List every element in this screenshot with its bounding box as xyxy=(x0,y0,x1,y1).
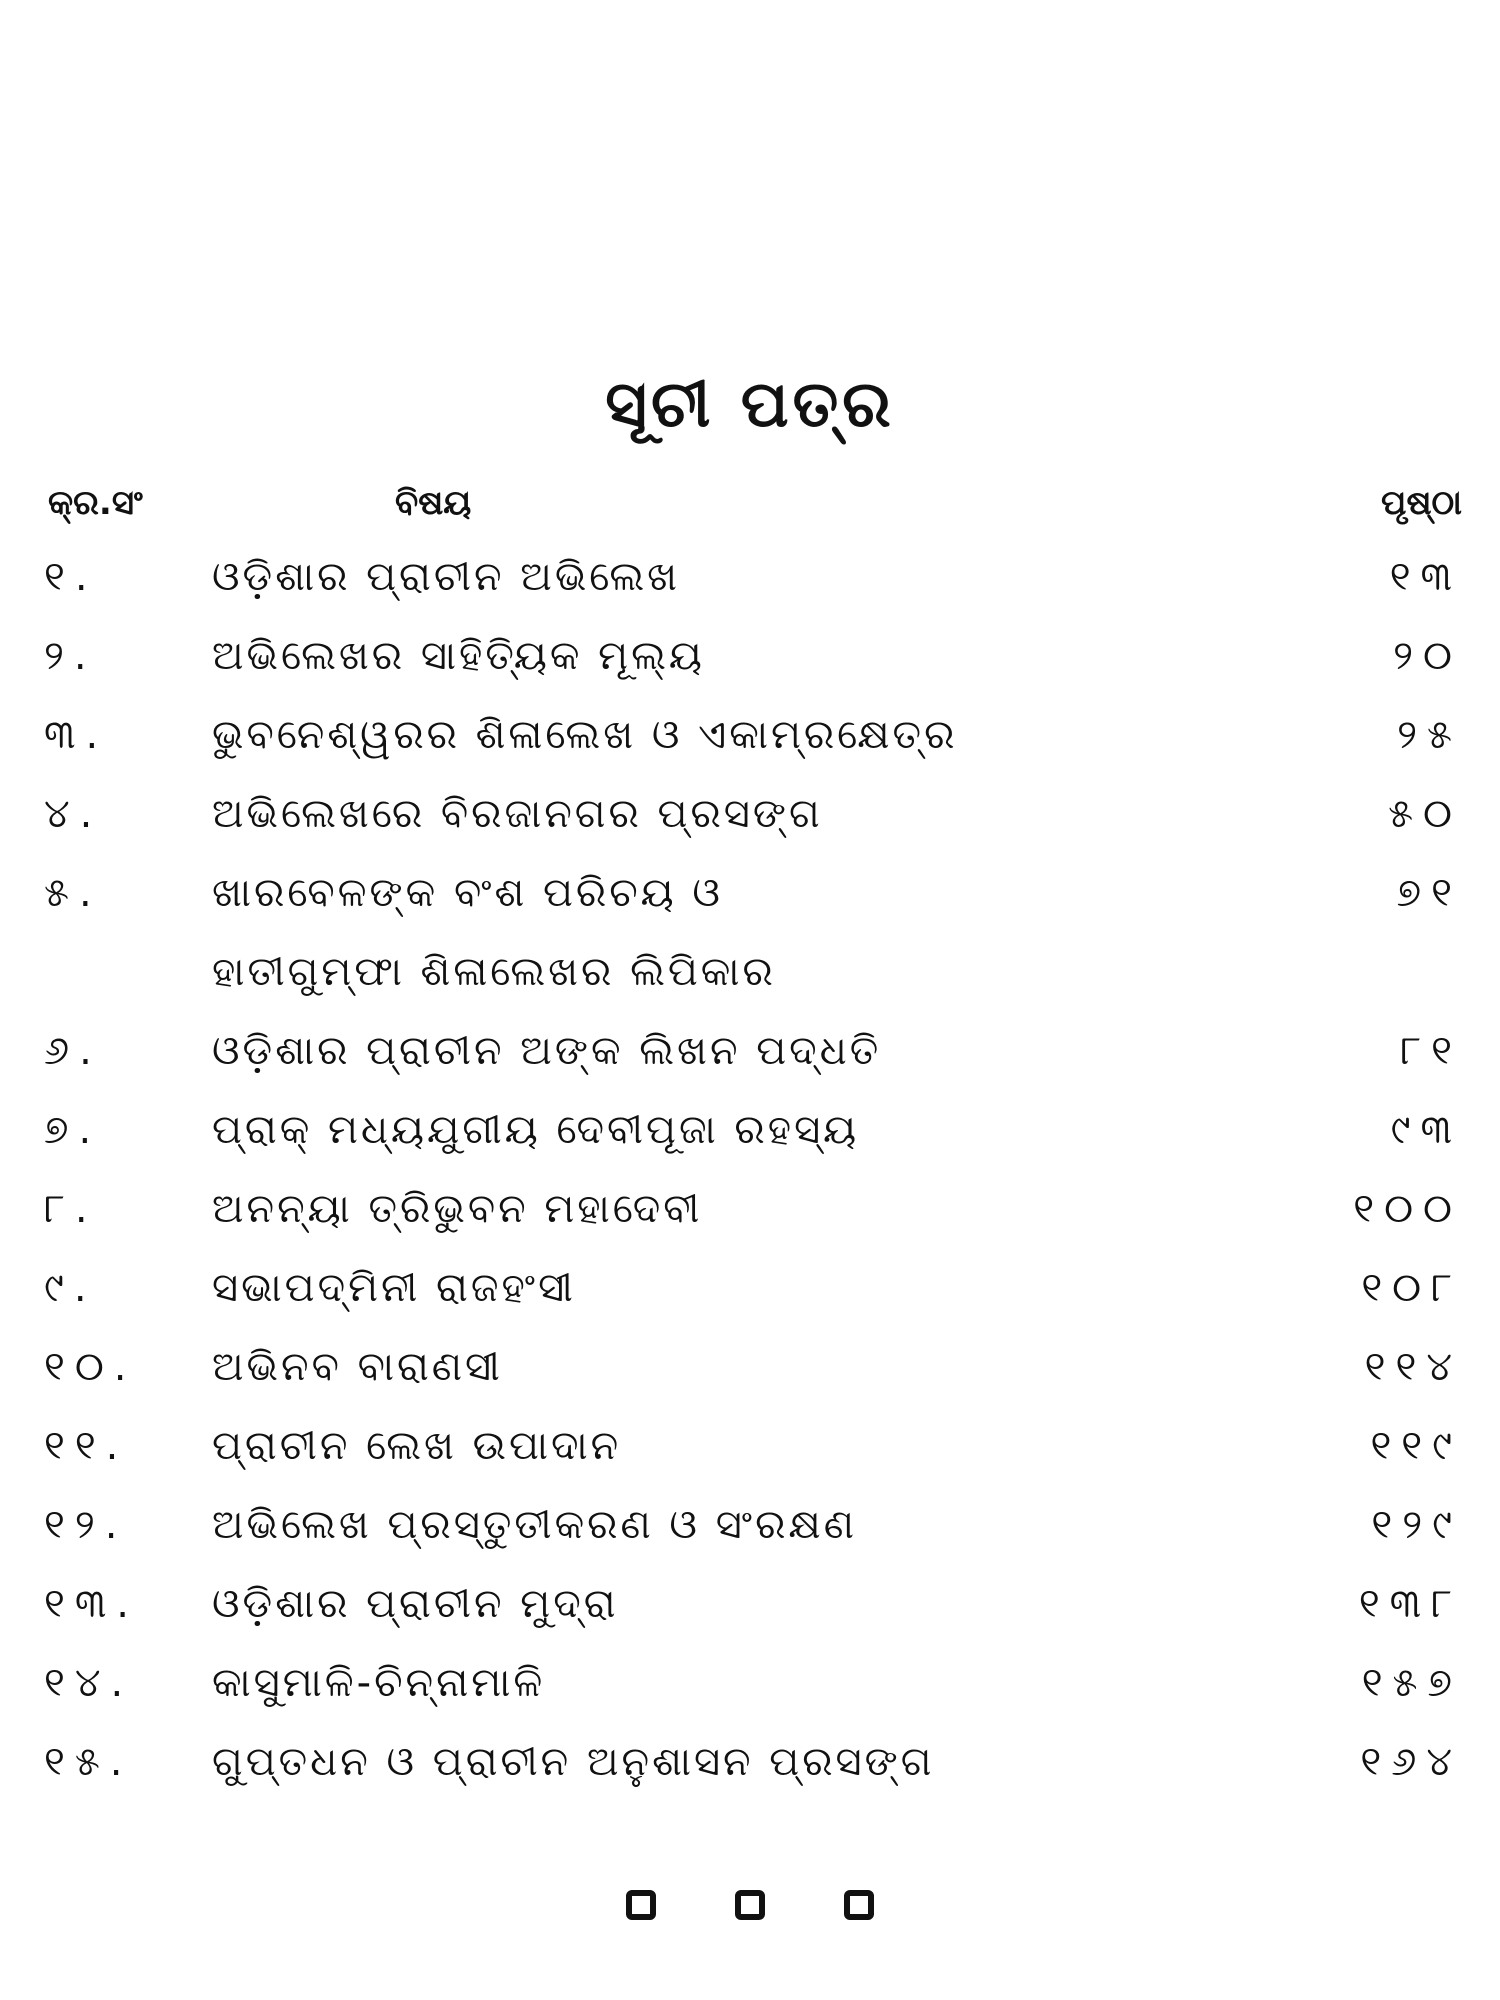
toc-serial: ୧୦. xyxy=(44,1344,137,1390)
toc-serial: ୧୨. xyxy=(44,1502,128,1548)
toc-serial: ୯. xyxy=(44,1265,97,1311)
toc-page-number: ୧୬୪ xyxy=(1360,1739,1462,1785)
toc-page-number: ୧୩୮ xyxy=(1358,1581,1462,1627)
toc-page-number: ୧୫୭ xyxy=(1361,1660,1462,1706)
toc-row xyxy=(0,1500,1500,1579)
toc-serial: ୧୪. xyxy=(44,1660,134,1706)
serial-column-header: କ୍ର.ସଂ xyxy=(48,483,143,523)
toc-row xyxy=(0,1105,1500,1184)
toc-page-number: ୨୫ xyxy=(1397,712,1462,758)
square-ornament-icon xyxy=(626,1890,656,1920)
square-ornament-icon xyxy=(735,1890,765,1920)
toc-page-number: ୧୦୦ xyxy=(1353,1186,1462,1232)
subject-column-header: ବିଷୟ xyxy=(395,483,472,523)
toc-page-number: ୧୧୯ xyxy=(1370,1423,1462,1469)
toc-row xyxy=(0,552,1500,631)
toc-title: ଅଭିନବ ବାରାଣସୀ xyxy=(212,1344,503,1390)
toc-row xyxy=(0,1184,1500,1263)
toc-page-number: ୮୧ xyxy=(1400,1028,1462,1074)
toc-page-number: ୧୧୪ xyxy=(1364,1344,1462,1390)
toc-serial: ୪. xyxy=(44,791,103,837)
toc-title: କାସୁମାଳି-ଚିନ୍ନାମାଳି xyxy=(212,1660,546,1706)
toc-page-number: ୭୧ xyxy=(1396,870,1462,916)
page-column-header: ପୃଷ୍ଠା xyxy=(1381,483,1462,523)
table-of-contents xyxy=(0,552,1500,1816)
toc-title: ଓଡ଼ିଶାର ପ୍ରାଚୀନ ଅଙ୍କ ଲିଖନ ପଦ୍ଧତି xyxy=(212,1028,882,1074)
toc-serial: ୬. xyxy=(44,1028,102,1074)
toc-row xyxy=(0,1579,1500,1658)
toc-title: ଅଭିଲେଖ ପ୍ରସ୍ତୁତୀକରଣ ଓ ସଂରକ୍ଷଣ xyxy=(212,1502,857,1548)
toc-page-number: ୧୩ xyxy=(1389,554,1462,600)
toc-serial: ୧୫. xyxy=(44,1739,133,1785)
toc-row xyxy=(0,631,1500,710)
toc-serial: ୩. xyxy=(44,712,109,758)
toc-serial: ୨. xyxy=(44,633,97,679)
toc-serial: ୧୧. xyxy=(44,1423,129,1469)
toc-title: ଭୁବନେଶ୍ୱରର ଶିଳାଲେଖ ଓ ଏକାମ୍ରକ୍ଷେତ୍ର xyxy=(212,712,958,758)
toc-serial: ୫. xyxy=(44,870,102,916)
toc-row xyxy=(0,868,1500,947)
toc-page-number: ୨୦ xyxy=(1393,633,1462,679)
toc-row xyxy=(0,1658,1500,1737)
toc-title: ପ୍ରାଚୀନ ଲେଖ ଉପାଦାନ xyxy=(212,1423,622,1469)
toc-row xyxy=(0,789,1500,868)
toc-row xyxy=(0,1421,1500,1500)
end-ornaments xyxy=(0,1890,1500,1920)
toc-serial: ୧୩. xyxy=(44,1581,139,1627)
toc-title: ସଭାପଦ୍ମିନୀ ରାଜହଂସୀ xyxy=(212,1265,576,1311)
toc-title: ଓଡ଼ିଶାର ପ୍ରାଚୀନ ଅଭିଲେଖ xyxy=(212,554,681,600)
page-title: ସୂଚୀ ପତ୍ର xyxy=(605,368,895,442)
toc-title: ଗୁପ୍ତଧନ ଓ ପ୍ରାଚୀନ ଅନୁଶାସନ ପ୍ରସଙ୍ଗ xyxy=(212,1739,935,1785)
toc-row-continuation xyxy=(0,947,1500,1026)
toc-row xyxy=(0,1342,1500,1421)
toc-page-number: ୧୨୯ xyxy=(1371,1502,1462,1548)
toc-page-number: ୫୦ xyxy=(1388,791,1462,837)
toc-title: ଅଭିଲେଖର ସାହିତ୍ୟିକ ମୂଲ୍ୟ xyxy=(212,633,705,679)
toc-row xyxy=(0,710,1500,789)
toc-title: ପ୍ରାକ୍ ମଧ୍ୟଯୁଗୀୟ ଦେବୀପୂଜା ରହସ୍ୟ xyxy=(212,1107,860,1153)
square-ornament-icon xyxy=(844,1890,874,1920)
toc-row xyxy=(0,1263,1500,1342)
toc-title: ଅନନ୍ୟା ତ୍ରିଭୁବନ ମହାଦେବୀ xyxy=(212,1186,703,1232)
toc-serial: ୧. xyxy=(44,554,98,600)
toc-row xyxy=(0,1026,1500,1105)
toc-page-number: ୯୩ xyxy=(1390,1107,1462,1153)
toc-serial: ୭. xyxy=(44,1107,102,1153)
toc-page-number: ୧୦୮ xyxy=(1361,1265,1462,1311)
toc-title: ଖାରବେଳଙ୍କ ବଂଶ ପରିଚୟ ଓ xyxy=(212,870,723,916)
toc-serial: ୮. xyxy=(44,1186,98,1232)
toc-title: ଓଡ଼ିଶାର ପ୍ରାଚୀନ ମୁଦ୍ରା xyxy=(212,1581,619,1627)
toc-row xyxy=(0,1737,1500,1816)
toc-title: ଅଭିଲେଖରେ ବିରଜାନଗର ପ୍ରସଙ୍ଗ xyxy=(212,791,823,837)
toc-title: ହାତୀଗୁମ୍ଫା ଶିଳାଲେଖର ଲିପିକାର xyxy=(212,949,776,995)
